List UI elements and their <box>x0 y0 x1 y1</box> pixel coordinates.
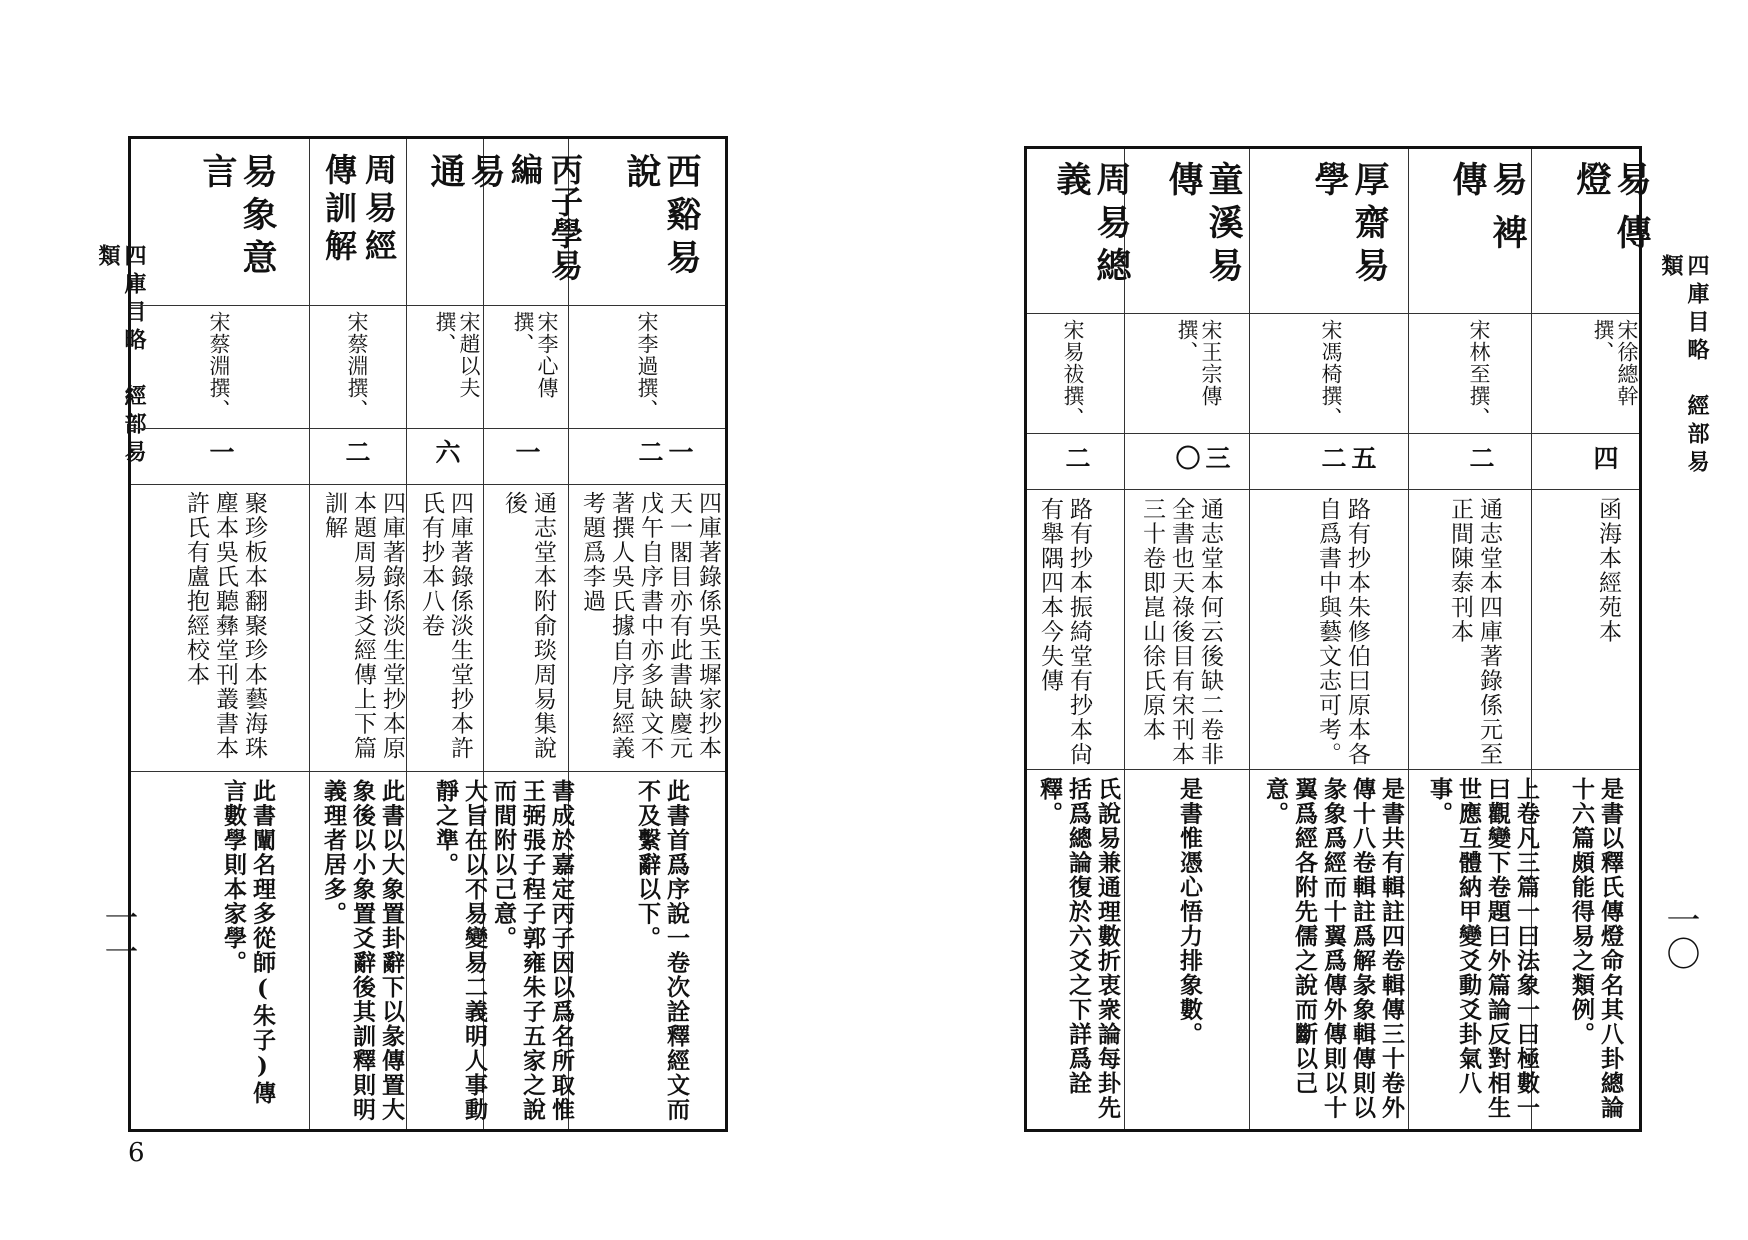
entry-summary: 書成於嘉定丙子因以爲名所取惟王弼張子程子郭雍朱子五家之說而間附以己意。 <box>490 779 575 1122</box>
left-page-header: 四庫目略 經部易類 <box>95 244 147 468</box>
entry-author: 宋馮椅撰、 <box>1319 319 1343 429</box>
entry-count: 一二 <box>635 439 694 464</box>
entry-count: 六 <box>432 439 461 464</box>
entry-count: 一 <box>512 439 541 464</box>
entry-summary: 是書惟憑心悟力排象數。 <box>1176 777 1203 1047</box>
entry-count: 二 <box>1062 445 1091 470</box>
entry-author: 宋林至撰、 <box>1467 319 1491 429</box>
entry-title: 易通 <box>425 153 506 258</box>
entry-author: 宋蔡淵撰、 <box>207 311 231 421</box>
entry-summary: 是書共有輯註四卷輯傳三十卷外傳十八卷輯註爲解彖象輯傳則以彖象爲經而十翼爲傳外傳則以十翼爲經各附先儒之說而斷以己意。 <box>1262 777 1405 1120</box>
right-page-number: 一〇 <box>1660 902 1700 970</box>
entry-author: 宋徐總幹撰、 <box>1591 319 1639 407</box>
left-printed-number: 6 <box>128 1138 145 1168</box>
entry-author: 宋李心傳撰、 <box>511 311 559 399</box>
entry-author: 宋趙以夫撰、 <box>433 311 481 399</box>
entry-edition: 函海本經苑本 <box>1595 497 1621 644</box>
entry-edition: 通志堂本何云後缺二卷非全書也天祿後目有宋刊本三十卷即崑山徐氏原本 <box>1139 497 1223 767</box>
right-catalog-table <box>1024 146 1652 1132</box>
entry-title: 童溪易傳 <box>1163 161 1244 290</box>
entry-summary: 是書以釋氏傳燈命名其八卦總論十六篇頗能得易之類例。 <box>1568 777 1624 1120</box>
entry-edition: 路有抄本振綺堂有抄本尙有舉隅四本今失傳 <box>1037 497 1092 767</box>
left-catalog-table <box>128 136 728 1132</box>
entry-title: 厚齋易學 <box>1309 161 1390 290</box>
entry-title: 周易總義 <box>1051 161 1132 290</box>
entry-edition: 通志堂本四庫著錄係元至正間陳泰刊本 <box>1447 497 1502 767</box>
entry-title: 周易經傳訓解 <box>320 153 398 267</box>
entry-summary: 此書以大象置卦辭下以彖傳置大象後以小象置爻辭後其訓釋則明義理者居多。 <box>320 779 405 1122</box>
entry-edition: 四庫著錄係吳玉墀家抄本天一閣目亦有此書缺慶元戊午自序書中亦多缺文不著撰人吳氏據自序見經義考題爲李過 <box>579 491 721 761</box>
entry-author: 宋蔡淵撰、 <box>345 311 369 421</box>
entry-summary: 氏說易兼通理數折衷衆論每卦先括爲總論復於六爻之下詳爲詮釋。 <box>1036 777 1121 1120</box>
entry-count: 三〇 <box>1172 445 1231 470</box>
entry-edition: 路有抄本朱修伯曰原本各自爲書中與藝文志可考。 <box>1315 497 1370 767</box>
entry-edition: 四庫著錄係淡生堂抄本原本題周易卦爻經傳上下篇訓解 <box>321 491 405 761</box>
entry-summary: 上卷凡三篇一曰法象一曰極數一曰觀變下卷題曰外篇論反對相生世應互體納甲變爻動爻卦氣八事。 <box>1426 777 1540 1120</box>
entry-title: 西谿易說 <box>621 153 702 282</box>
entry-count: 四 <box>1590 445 1619 470</box>
entry-author: 宋易祓撰、 <box>1061 319 1085 429</box>
entry-summary: 此書首爲序說一卷次詮釋經文而不及繫辭以下。 <box>634 779 690 1122</box>
entry-author: 宋王宗傳撰、 <box>1175 319 1223 407</box>
entry-author: 宋李過撰、 <box>635 311 659 421</box>
right-page-header: 四庫目略 經部易類 <box>1658 254 1710 478</box>
entry-title: 易象意言 <box>197 153 278 282</box>
entry-edition: 四庫著錄係淡生堂抄本許氏有抄本八卷 <box>418 491 473 761</box>
entry-title: 易裨傳 <box>1447 161 1528 267</box>
entry-count: 二 <box>342 439 371 464</box>
left-page-number: 一一 <box>98 900 138 968</box>
entry-edition: 通志堂本附俞琰周易集說後 <box>501 491 556 761</box>
entry-edition: 聚珍板本翻聚珍本藝海珠塵本吳氏聽彝堂刊叢書本許氏有盧抱經校本 <box>183 491 267 761</box>
entry-summary: 大旨在以不易變易二義明人事動靜之準。 <box>432 779 488 1122</box>
entry-count: 一 <box>206 439 235 464</box>
entry-count: 五二 <box>1318 445 1377 470</box>
entry-title: 丙子學易編 <box>506 153 584 281</box>
entry-count: 二 <box>1466 445 1495 470</box>
entry-title: 易傳燈 <box>1571 161 1652 267</box>
entry-summary: 此書闡名理多從師(朱子)傳言數學則本家學。 <box>220 779 276 1106</box>
